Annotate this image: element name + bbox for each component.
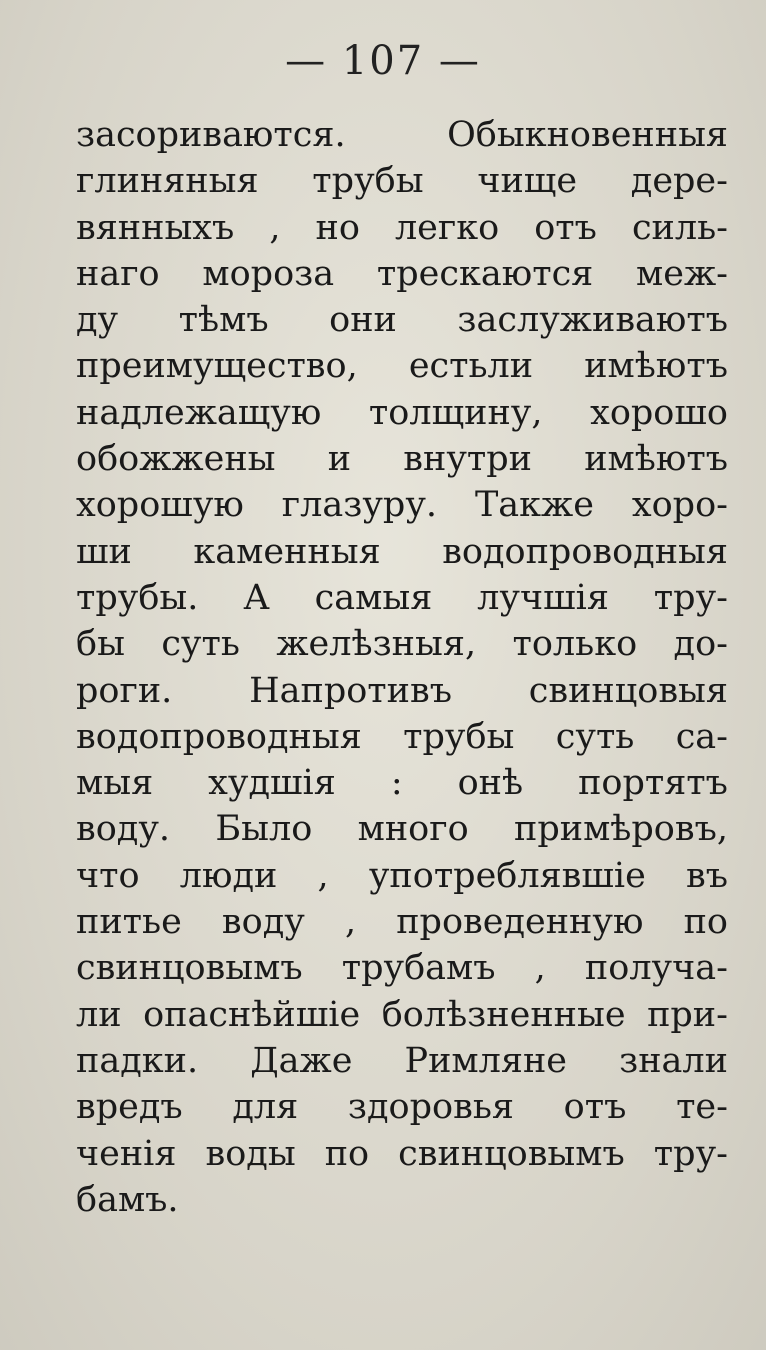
word: тру-: [653, 577, 728, 618]
word: питье: [76, 902, 182, 943]
word: суть: [555, 716, 635, 757]
word: внутри: [403, 439, 533, 480]
word: лучшiя: [477, 577, 609, 618]
text-line: [76, 899, 728, 945]
word: для: [232, 1087, 299, 1128]
word: портятъ: [578, 763, 728, 804]
word: тѣмъ: [178, 300, 269, 341]
word: А: [243, 577, 270, 618]
word: болѣзненные: [381, 994, 626, 1035]
text-line: [76, 945, 728, 991]
text-line: [76, 806, 728, 852]
word: обожжены: [76, 439, 276, 480]
text-line: [76, 853, 728, 899]
word: воды: [205, 1133, 296, 1174]
word: здоровья: [347, 1087, 514, 1128]
word: люди: [179, 855, 278, 896]
word: худшiя: [208, 763, 336, 804]
word: въ: [686, 855, 728, 896]
word: трубамъ: [341, 948, 496, 989]
word: Было: [215, 809, 313, 850]
word: естьли: [408, 346, 534, 387]
text-line: [76, 575, 728, 621]
word: опаснѣйшiе: [143, 994, 361, 1035]
word: трескаются: [376, 253, 594, 294]
word: Римляне: [404, 1040, 567, 1081]
word: примѣровъ,: [514, 809, 728, 850]
word: трубы: [312, 161, 424, 202]
word: силь-: [631, 207, 728, 248]
word: те-: [676, 1087, 728, 1128]
word: ду: [76, 300, 119, 341]
word: преимущество,: [76, 346, 358, 387]
word: тру-: [653, 1133, 728, 1174]
word: ,: [534, 948, 546, 989]
text-line: [76, 668, 728, 714]
word: водопроводныя: [76, 716, 362, 757]
word: водопроводныя: [442, 531, 728, 572]
word: мыя: [76, 763, 154, 804]
word: только: [512, 624, 638, 665]
text-line: [76, 1084, 728, 1130]
word: падки.: [76, 1040, 199, 1081]
text-line: [76, 436, 728, 482]
word: надлежащую: [76, 392, 322, 433]
word: :: [390, 763, 403, 804]
word: вредъ: [76, 1087, 183, 1128]
word: бамъ.: [76, 1179, 179, 1220]
text-line: [76, 482, 728, 528]
word: каменныя: [193, 531, 381, 572]
body-text: [76, 112, 728, 1223]
word: Обыкновенныя: [447, 115, 728, 155]
word: много: [357, 809, 469, 850]
text-line: [76, 529, 728, 575]
word: свинцовымъ: [76, 948, 303, 989]
word: они: [329, 300, 397, 341]
word: самыя: [314, 577, 433, 618]
word: онѣ: [457, 763, 524, 804]
word: са-: [675, 716, 728, 757]
word: Даже: [250, 1040, 353, 1081]
text-line: [76, 297, 728, 343]
word: чище: [477, 161, 578, 202]
word: свинцовымъ: [398, 1133, 625, 1174]
word: что: [76, 855, 140, 896]
word: Также: [474, 485, 594, 526]
word: воду.: [76, 809, 171, 850]
text-line: [76, 390, 728, 436]
word: отъ: [563, 1087, 627, 1128]
word: имѣютъ: [584, 439, 728, 480]
text-line: [76, 158, 728, 204]
text-line: [76, 760, 728, 806]
text-line: [76, 1131, 728, 1177]
text-line: [76, 112, 728, 158]
word: хорошо: [590, 392, 728, 433]
word: наго: [76, 253, 160, 294]
text-line: [76, 1038, 728, 1084]
word: меж-: [636, 253, 728, 294]
word: имѣютъ: [584, 346, 728, 387]
word: мороза: [202, 253, 335, 294]
word: получа-: [584, 948, 728, 989]
word: при-: [647, 994, 728, 1035]
word: ,: [269, 207, 281, 248]
word: но: [315, 207, 360, 248]
word: желѣзныя,: [276, 624, 477, 665]
word: ,: [317, 855, 329, 896]
word: ши: [76, 531, 132, 572]
word: Напротивъ: [249, 670, 452, 711]
word: до-: [673, 624, 728, 665]
word: знали: [619, 1040, 728, 1081]
text-line: [76, 714, 728, 760]
word: суть: [161, 624, 240, 665]
word: воду: [221, 902, 305, 943]
text-line: [76, 251, 728, 297]
word: проведенную: [396, 902, 644, 943]
word: ли: [76, 994, 122, 1035]
text-line: [76, 992, 728, 1038]
word: заслуживаютъ: [457, 300, 728, 341]
word: ченiя: [76, 1133, 177, 1174]
word: по: [324, 1133, 370, 1174]
word: дере-: [630, 161, 728, 202]
text-line: [76, 1177, 728, 1223]
word: по: [683, 902, 728, 943]
word: бы: [76, 624, 125, 665]
word: толщину,: [368, 392, 543, 433]
word: хорошую: [76, 485, 244, 526]
word: глиняныя: [76, 161, 259, 202]
word: роги.: [76, 670, 173, 711]
word: употреблявшiе: [368, 855, 646, 896]
word: и: [327, 439, 352, 480]
word: легко: [394, 207, 500, 248]
word: свинцовыя: [528, 670, 728, 711]
word: трубы: [403, 716, 515, 757]
word: ,: [344, 902, 357, 943]
page-number: — 107 —: [285, 38, 481, 84]
text-line: [76, 621, 728, 667]
word: засориваются.: [76, 115, 346, 155]
word: отъ: [534, 207, 597, 248]
word: хоро-: [631, 485, 728, 526]
word: трубы.: [76, 577, 199, 618]
text-line: [76, 205, 728, 251]
word: вянныхъ: [76, 207, 235, 248]
word: глазуру.: [281, 485, 438, 526]
text-line: [76, 343, 728, 389]
